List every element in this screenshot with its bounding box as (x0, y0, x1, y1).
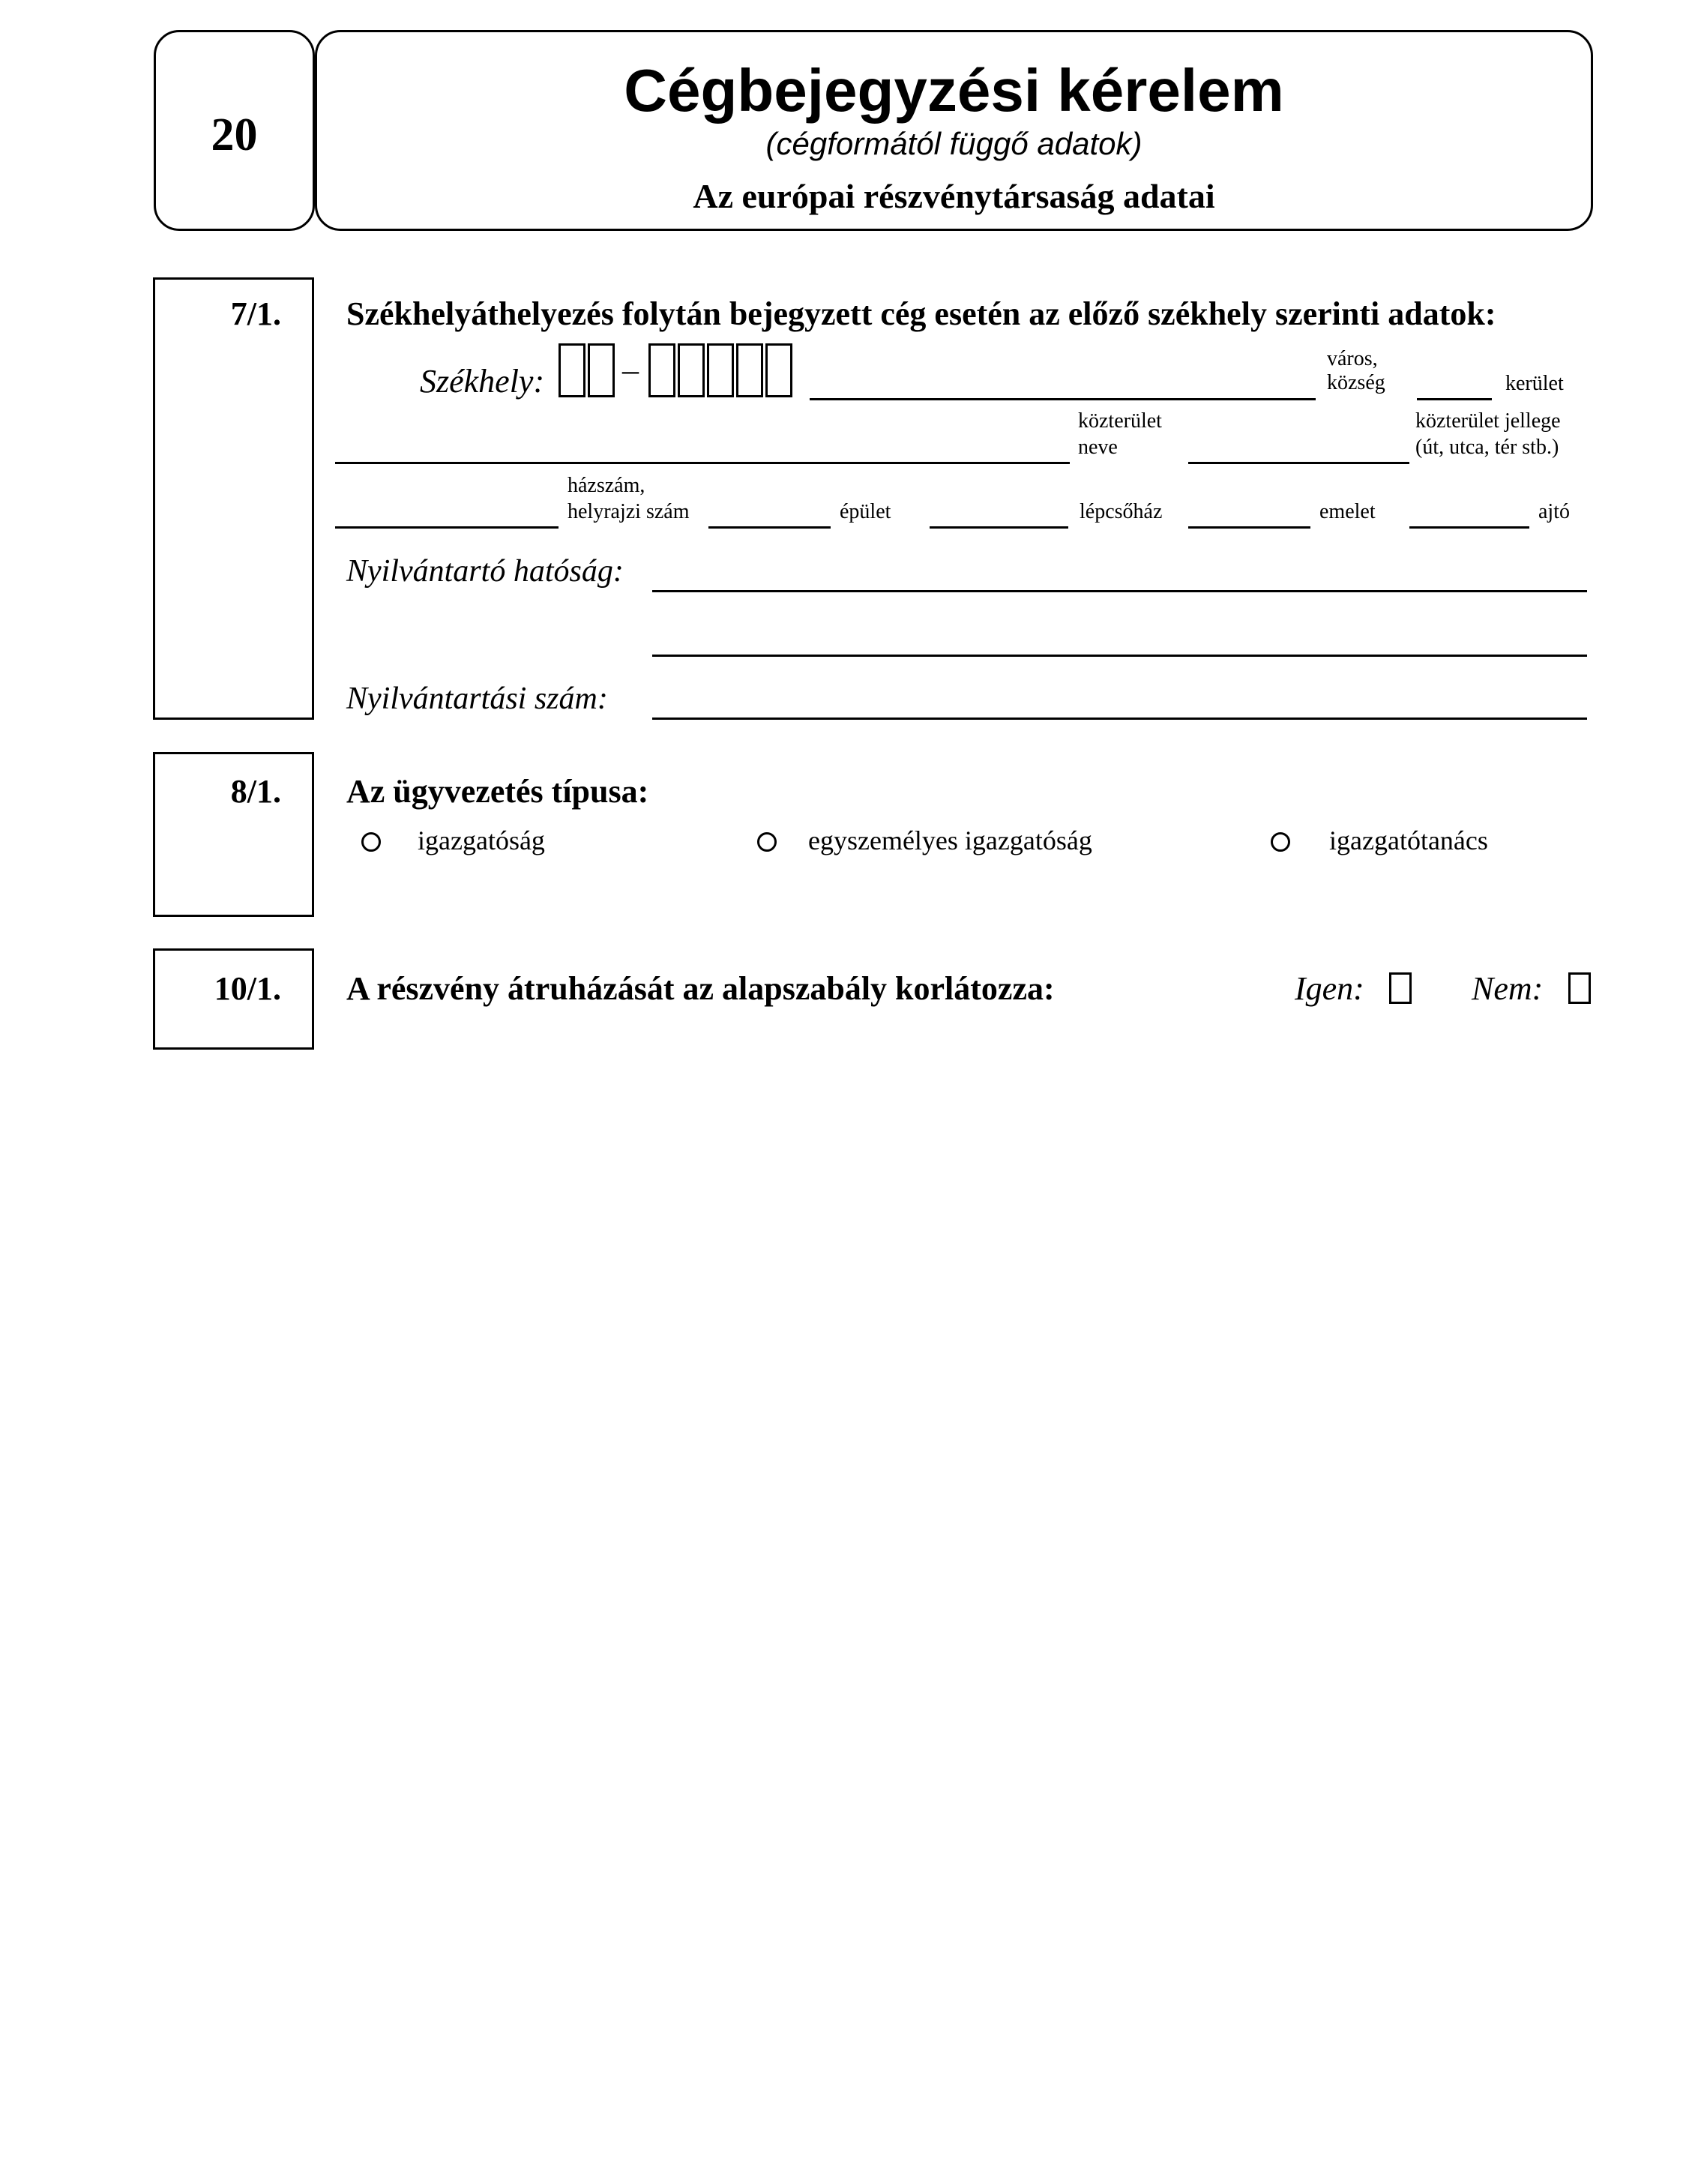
district-label: kerület (1505, 372, 1564, 395)
door-label: ajtó (1538, 500, 1570, 523)
house-number-field[interactable] (335, 496, 559, 529)
section-10-1-heading: A részvény átruházását az alapszabály korlátozza: (346, 970, 1055, 1007)
building-label: épület (840, 500, 891, 523)
house-number-label-line1: házszám, (567, 474, 645, 497)
city-field[interactable] (810, 368, 1316, 400)
street-type-label-line2: (út, utca, tér stb.) (1415, 436, 1559, 459)
registry-authority-field[interactable] (652, 560, 1587, 592)
management-option-radio-1[interactable] (361, 832, 381, 852)
city-label-line2: község (1327, 371, 1385, 394)
postal-code-digit-5[interactable] (707, 343, 734, 397)
yes-label: Igen: (1295, 970, 1364, 1007)
floor-label: emelet (1319, 500, 1376, 523)
form-title: Cégbejegyzési kérelem (624, 57, 1284, 124)
street-type-label-line1: közterület jellege (1415, 409, 1561, 433)
postal-code-digit-2[interactable] (588, 343, 615, 397)
management-option-label-3: igazgatótanács (1329, 825, 1488, 855)
management-option-radio-2[interactable] (757, 832, 777, 852)
house-number-label-line2: helyrajzi szám (567, 500, 690, 523)
city-label-line1: város, (1327, 347, 1378, 370)
section-8-1-number: 8/1. (230, 773, 281, 810)
door-field[interactable] (1409, 496, 1529, 529)
no-checkbox[interactable] (1568, 972, 1591, 1004)
section-7-1-heading: Székhelyáthelyezés folytán bejegyzett cég esetén az előző székhely szerinti adatok: (346, 295, 1496, 332)
postal-code-digit-1[interactable] (559, 343, 585, 397)
registry-number-field[interactable] (652, 688, 1587, 720)
no-label: Nem: (1472, 970, 1544, 1007)
section-10-1-number: 10/1. (214, 970, 281, 1007)
management-option-label-2: egyszemélyes igazgatóság (808, 825, 1092, 855)
management-option-radio-3[interactable] (1271, 832, 1290, 852)
staircase-field[interactable] (930, 496, 1068, 529)
postal-code-digit-6[interactable] (736, 343, 763, 397)
section-7-1-number-box (153, 277, 314, 720)
seat-label: Székhely: (420, 363, 545, 400)
street-name-label-line2: neve (1078, 436, 1118, 459)
staircase-label: lépcsőház (1080, 500, 1163, 523)
building-field[interactable] (708, 496, 831, 529)
postal-code-dash: – (622, 352, 639, 388)
district-field[interactable] (1417, 368, 1492, 400)
postal-code-digit-3[interactable] (648, 343, 675, 397)
street-name-label-line1: közterület (1078, 409, 1162, 433)
section-title: Az európai részvénytársaság adatai (693, 177, 1215, 215)
street-name-field[interactable] (335, 432, 1070, 464)
section-8-1-heading: Az ügyvezetés típusa: (346, 773, 649, 810)
street-type-field[interactable] (1188, 432, 1409, 464)
management-option-label-1: igazgatóság (418, 825, 545, 855)
section-7-1-number: 7/1. (230, 295, 281, 332)
postal-code-digit-4[interactable] (678, 343, 705, 397)
yes-checkbox[interactable] (1389, 972, 1412, 1004)
registry-authority-label: Nyilvántartó hatóság: (346, 554, 624, 589)
postal-code-digit-7[interactable] (765, 343, 792, 397)
registry-authority-field-continued[interactable] (652, 625, 1587, 657)
registry-number-label: Nyilvántartási szám: (346, 682, 608, 716)
form-number: 20 (211, 109, 258, 160)
floor-field[interactable] (1188, 496, 1310, 529)
form-subtitle: (cégformától függő adatok) (765, 126, 1142, 161)
